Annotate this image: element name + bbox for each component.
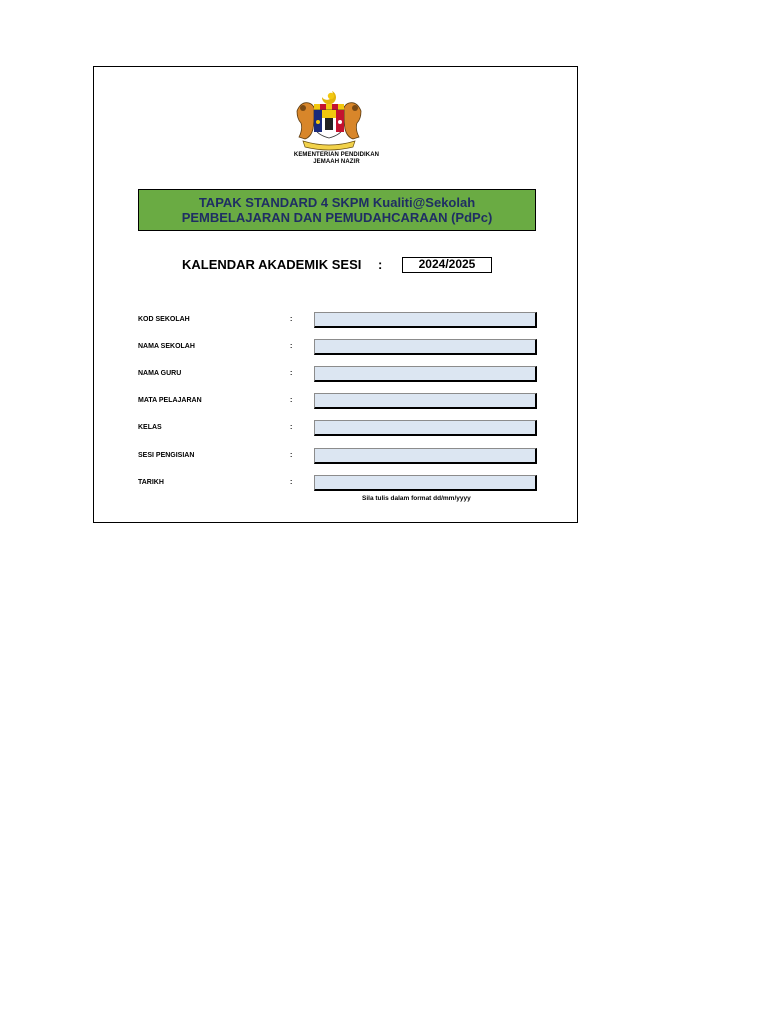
kelas-input[interactable]	[314, 420, 537, 436]
coat-of-arms-icon	[289, 89, 369, 151]
label-nama-guru: NAMA GURU	[138, 370, 182, 377]
title-banner	[138, 189, 536, 231]
agency-name: KEMENTERIAN PENDIDIKAN	[293, 152, 380, 158]
field-separator: :	[290, 343, 293, 350]
field-separator: :	[290, 370, 293, 377]
form-sheet	[93, 66, 578, 523]
nama-guru-input[interactable]	[314, 366, 537, 382]
session-label: KALENDAR AKADEMIK SESI	[182, 257, 362, 272]
field-separator: :	[290, 424, 293, 431]
agency-division: JEMAAH NAZIR	[313, 159, 360, 165]
date-format-hint: Sila tulis dalam format dd/mm/yyyy	[362, 495, 471, 502]
label-mata-pelajaran: MATA PELAJARAN	[138, 397, 202, 404]
label-kod-sekolah: KOD SEKOLAH	[138, 316, 190, 323]
banner-title-line1: TAPAK STANDARD 4 SKPM Kualiti@Sekolah	[198, 195, 476, 210]
session-value-field[interactable]: 2024/2025	[402, 257, 492, 273]
field-separator: :	[290, 316, 293, 323]
banner-title-line2: PEMBELAJARAN DAN PEMUDAHCARAAN (PdPc)	[181, 210, 493, 225]
mata-pelajaran-input[interactable]	[314, 393, 537, 409]
sesi-pengisian-input[interactable]	[314, 448, 537, 464]
field-separator: :	[290, 397, 293, 404]
nama-sekolah-input[interactable]	[314, 339, 537, 355]
label-tarikh: TARIKH	[138, 479, 164, 486]
field-separator: :	[290, 452, 293, 459]
session-separator: :	[378, 257, 383, 272]
field-separator: :	[290, 479, 293, 486]
label-sesi-pengisian: SESI PENGISIAN	[138, 452, 195, 459]
kod-sekolah-input[interactable]	[314, 312, 537, 328]
label-kelas: KELAS	[138, 424, 162, 431]
label-nama-sekolah: NAMA SEKOLAH	[138, 343, 195, 350]
tarikh-input[interactable]	[314, 475, 537, 491]
